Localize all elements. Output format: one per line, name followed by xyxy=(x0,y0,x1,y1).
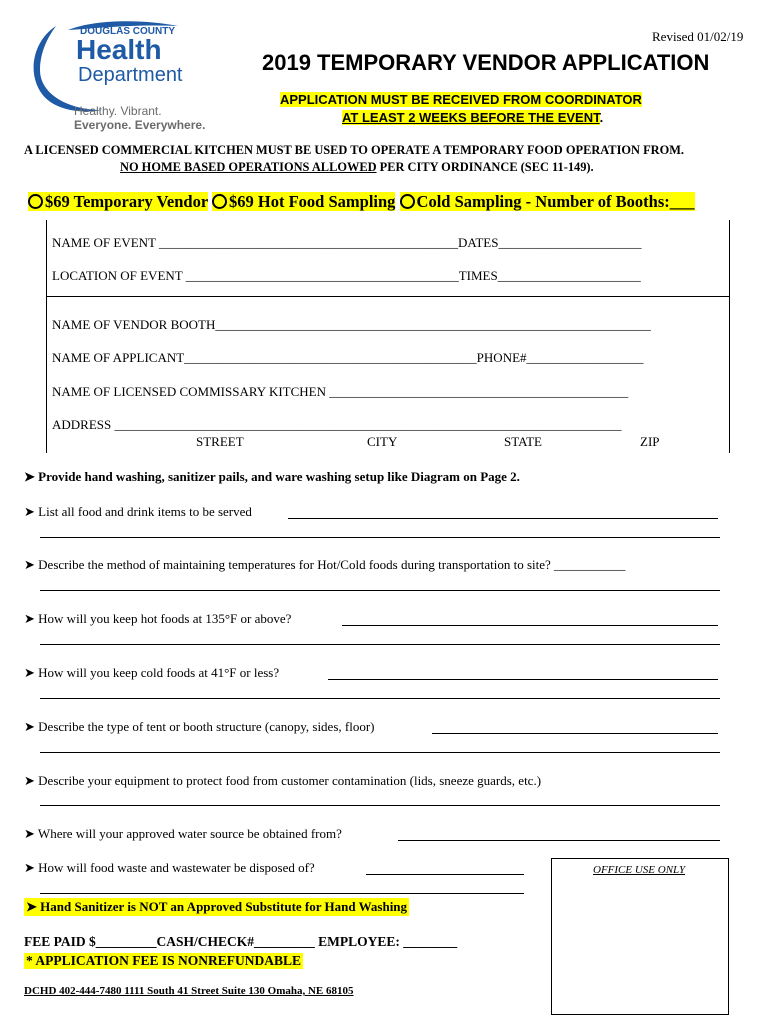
question-transport-temps: ➤ Describe the method of maintaining temperatures for Hot/Cold foods during transportation to site? ___________ xyxy=(24,557,626,572)
event-location-field[interactable]: LOCATION OF EVENT __________________________________________TIMES______________________ xyxy=(52,268,641,283)
logo xyxy=(28,20,228,132)
answer-line[interactable] xyxy=(40,644,720,645)
question-handwashing: ➤ Provide hand washing, sanitizer pails, and ware washing setup like Diagram on Page 2. xyxy=(24,469,520,484)
answer-line[interactable] xyxy=(40,698,720,699)
logo-tagline-1: Healthy. Vibrant. xyxy=(74,104,162,118)
question-waste-disposal: ➤ How will food waste and wastewater be disposed of? xyxy=(24,860,315,875)
arrow-bullet-icon: ➤ xyxy=(24,557,35,572)
answer-line[interactable] xyxy=(288,518,718,519)
applicant-field[interactable]: NAME OF APPLICANT_____________________________________________PHONE#__________________ xyxy=(52,350,644,365)
vendor-options xyxy=(28,192,695,212)
answer-line[interactable] xyxy=(40,805,720,806)
arrow-bullet-icon: ➤ xyxy=(24,719,35,734)
logo-name-health: Health xyxy=(76,34,162,65)
notice-line-1: APPLICATION MUST BE RECEIVED FROM COORDINATOR xyxy=(280,92,642,107)
answer-line[interactable] xyxy=(40,893,524,894)
answer-line[interactable] xyxy=(366,874,524,875)
answer-line[interactable] xyxy=(40,537,720,538)
ordinance-line-1: A LICENSED COMMERCIAL KITCHEN MUST BE USED TO OPERATE A TEMPORARY FOOD OPERATION FROM. xyxy=(24,143,685,157)
arrow-bullet-icon: ➤ xyxy=(26,899,37,914)
answer-line[interactable] xyxy=(398,840,720,841)
office-use-box xyxy=(551,858,729,1015)
arrow-bullet-icon: ➤ xyxy=(24,773,35,788)
fee-paid-line[interactable]: FEE PAID $_________CASH/CHECK#_________ EMPLOYEE: ________ xyxy=(24,934,458,949)
revised-date: Revised 01/02/19 xyxy=(652,29,744,44)
office-use-label: OFFICE USE ONLY xyxy=(593,864,686,876)
answer-line[interactable] xyxy=(328,679,718,680)
event-box xyxy=(46,220,730,297)
logo-tagline-2: Everyone. Everywhere. xyxy=(74,118,206,132)
arrow-bullet-icon: ➤ xyxy=(24,611,35,626)
arrow-bullet-icon: ➤ xyxy=(24,860,35,875)
ordinance-line-2: NO HOME BASED OPERATIONS ALLOWED PER CITY ORDINANCE (SEC 11-149). xyxy=(120,160,594,174)
address-state-label: STATE xyxy=(504,434,542,449)
answer-line[interactable] xyxy=(432,733,718,734)
question-hot-foods: ➤ How will you keep hot foods at 135°F or above? xyxy=(24,611,292,626)
logo-name-department: Department xyxy=(78,64,183,86)
address-field[interactable]: ADDRESS ______________________________________________________________________________ xyxy=(52,417,622,432)
logo-org: DOUGLAS COUNTY xyxy=(80,26,175,37)
arrow-bullet-icon: ➤ xyxy=(24,469,35,484)
nonrefundable-notice: * APPLICATION FEE IS NONREFUNDABLE xyxy=(26,953,302,968)
radio-icon[interactable] xyxy=(400,194,415,209)
answer-line[interactable] xyxy=(342,625,718,626)
contact-info: DCHD 402-444-7480 1111 South 41 Street Suite 130 Omaha, NE 68105 xyxy=(24,985,354,997)
radio-icon[interactable] xyxy=(212,194,227,209)
answer-line[interactable] xyxy=(40,590,720,591)
address-zip-label: ZIP xyxy=(640,434,660,449)
kitchen-field[interactable]: NAME OF LICENSED COMMISSARY KITCHEN ______________________________________________ xyxy=(52,384,629,399)
question-food-items: ➤ List all food and drink items to be served xyxy=(24,504,252,519)
arrow-bullet-icon: ➤ xyxy=(24,665,35,680)
question-cold-foods: ➤ How will you keep cold foods at 41°F or less? xyxy=(24,665,280,680)
notice-line-2: AT LEAST 2 WEEKS BEFORE THE EVENT. xyxy=(342,110,604,125)
radio-icon[interactable] xyxy=(28,194,43,209)
question-contamination: ➤ Describe your equipment to protect food from customer contamination (lids, sneeze guards, etc.) xyxy=(24,773,542,788)
address-city-label: CITY xyxy=(367,434,398,449)
question-water-source: ➤ Where will your approved water source be obtained from? xyxy=(24,826,342,841)
hand-sanitizer-warning: ➤ Hand Sanitizer is NOT an Approved Substitute for Hand Washing xyxy=(26,899,408,914)
option-temporary-vendor[interactable]: $69 Temporary Vendor xyxy=(28,192,208,211)
arrow-bullet-icon: ➤ xyxy=(24,504,35,519)
answer-line[interactable] xyxy=(40,752,720,753)
address-street-label: STREET xyxy=(196,434,244,449)
arrow-bullet-icon: ➤ xyxy=(24,826,35,841)
event-name-field[interactable]: NAME OF EVENT ______________________________________________DATES______________________ xyxy=(52,235,642,250)
question-tent-structure: ➤ Describe the type of tent or booth structure (canopy, sides, floor) xyxy=(24,719,375,734)
option-hot-food-sampling[interactable]: $69 Hot Food Sampling xyxy=(212,192,395,211)
option-cold-sampling[interactable]: Cold Sampling - Number of Booths:___ xyxy=(400,192,695,211)
vendor-booth-field[interactable]: NAME OF VENDOR BOOTH___________________________________________________________________ xyxy=(52,317,651,332)
page-title: 2019 TEMPORARY VENDOR APPLICATION xyxy=(262,50,710,75)
